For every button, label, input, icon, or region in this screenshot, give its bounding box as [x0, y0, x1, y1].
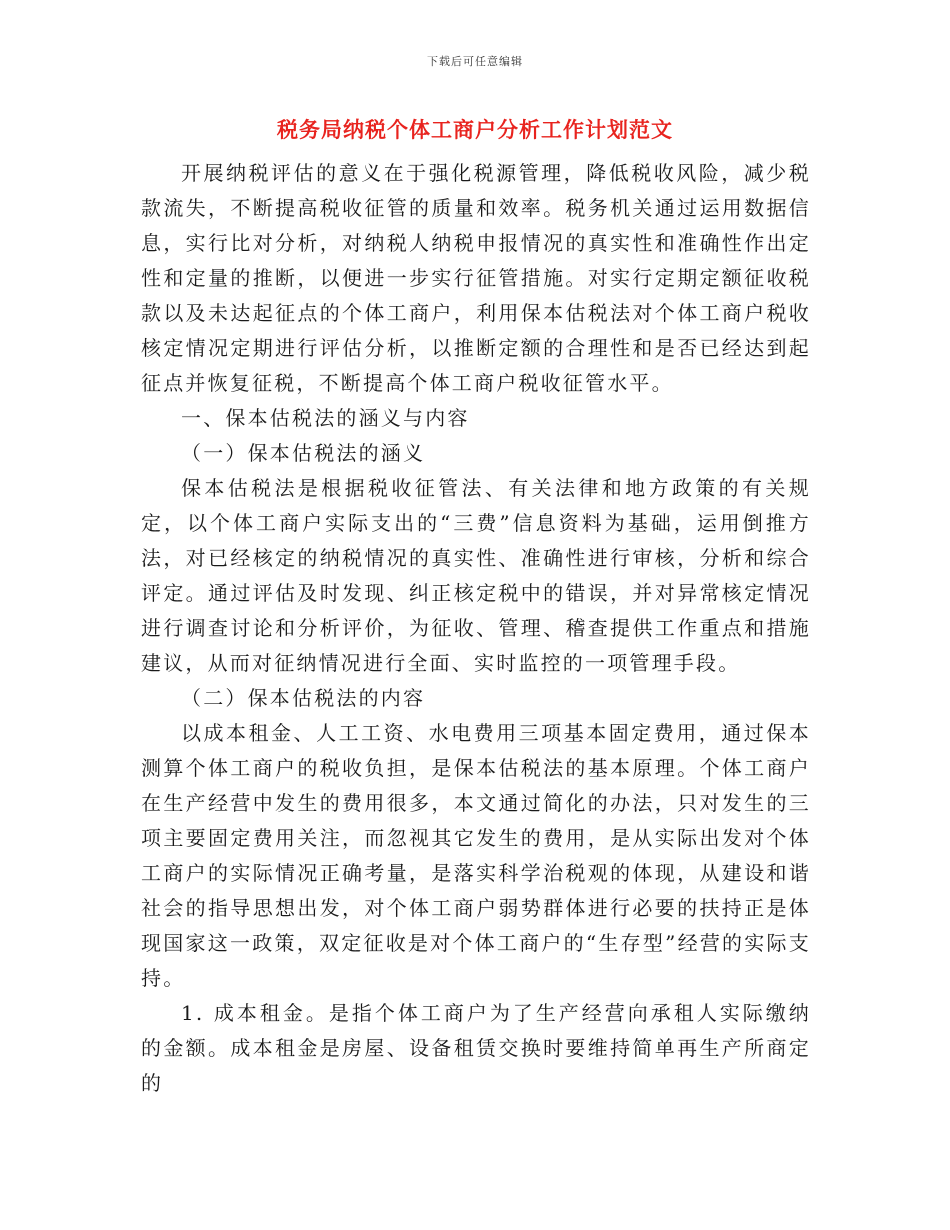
section-1-heading: 一、保本估税法的涵义与内容 [181, 406, 470, 430]
item-1-paragraph: 1. 成本租金。是指个体工商户为了生产经营向承租人实际缴纳的金额。成本租金是房屋、设备租赁交换时要维持简单再生产所商定的 [141, 1001, 811, 1095]
subsection-2-heading: （二）保本估税法的内容 [181, 686, 426, 710]
document-body [141, 156, 811, 1101]
document-title: 税务局纳税个体工商户分析工作计划范文 [277, 117, 673, 142]
subsection-2-paragraph: 以成本租金、人工工资、水电费用三项基本固定费用，通过保本测算个体工商户的税收负担，是保本估税法的基本原理。个体工商户在生产经营中发生的费用很多，本文通过简化的办法，只对发生的三项主要固定费用关注，而忽视其它发生的费用，是从实际出发对个体工商户的实际情况正确考量，是落实科学治税观的体现，从建设和谐社会的指导思想出发，对个体工商户弱势群体进行必要的扶持正是体现国家这一政策，双定征收是对个体工商户的“生存型”经营的实际支持。 [141, 721, 811, 990]
intro-paragraph: 开展纳税评估的意义在于强化税源管理，降低税收风险，减少税款流失，不断提高税收征管的质量和效率。税务机关通过运用数据信息，实行比对分析，对纳税人纳税申报情况的真实性和准确性作出定性和定量的推断，以便进一步实行征管措施。对实行定期定额征收税款以及未达起征点的个体工商户，利用保本估税法对个体工商户税收核定情况定期进行评估分析，以推断定额的合理性和是否已经达到起征点并恢复征税，不断提高个体工商户税收征管水平。 [141, 161, 811, 395]
subsection-1-paragraph: 保本估税法是根据税收征管法、有关法律和地方政策的有关规定，以个体工商户实际支出的“三费”信息资料为基础，运用倒推方法，对已经核定的纳税情况的真实性、准确性进行审核，分析和综合评定。通过评估及时发现、纠正核定税中的错误，并对异常核定情况进行调查讨论和分析评价，为征收、管理、稽查提供工作重点和措施建议，从而对征纳情况进行全面、实时监控的一项管理手段。 [141, 476, 811, 675]
subsection-1-heading: （一）保本估税法的涵义 [181, 441, 426, 465]
page-header-note: 下载后可任意编辑 [427, 55, 523, 68]
